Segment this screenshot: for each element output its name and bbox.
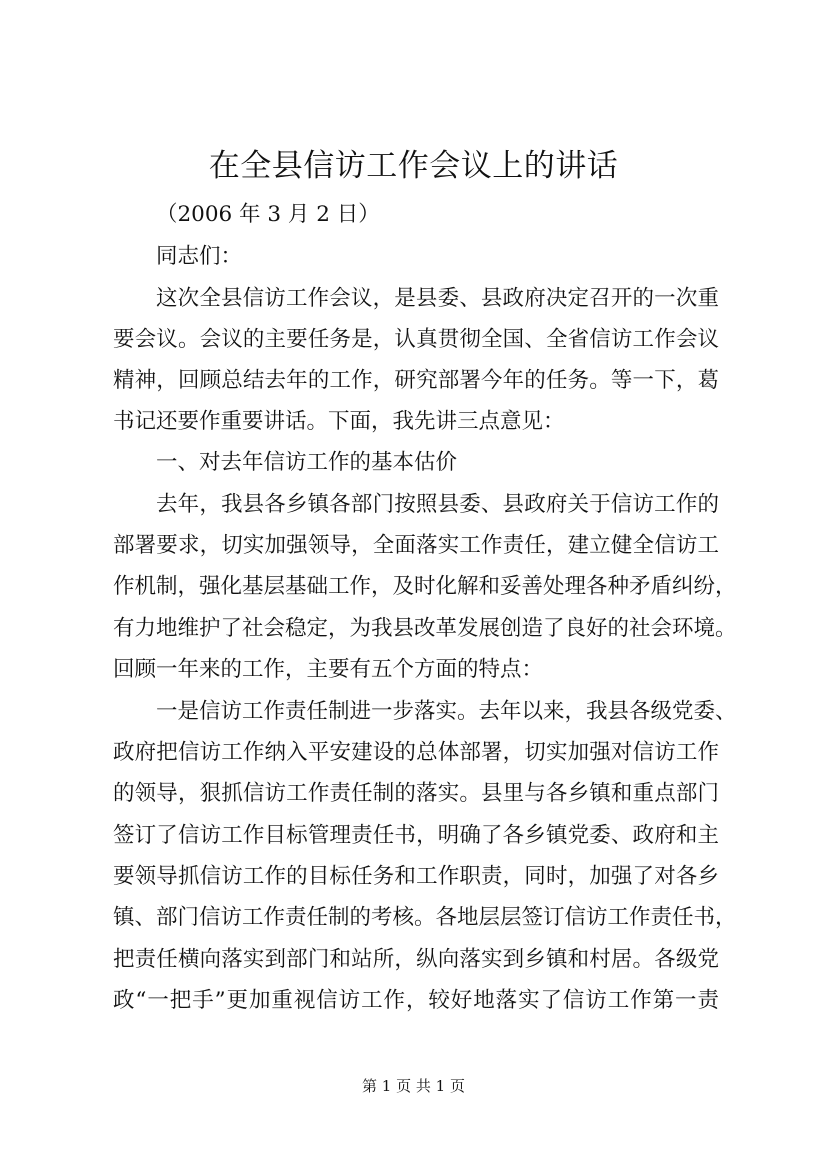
body-line: 镇、部门信访工作责任制的考核。各地层层签订信访工作责任书， bbox=[113, 905, 737, 930]
body-line: 政“一把手”更加重视信访工作，较好地落实了信访工作第一责 bbox=[113, 988, 719, 1013]
body-line: 把责任横向落实到部门和站所，纵向落实到乡镇和村居。各级党 bbox=[113, 947, 719, 972]
body-line: 书记还要作重要讲话。下面，我先讲三点意见： bbox=[113, 409, 565, 434]
body-line: 精神，回顾总结去年的工作，研究部署今年的任务。等一下，葛 bbox=[113, 368, 719, 393]
speech-date: （2006 年 3 月 2 日） bbox=[156, 202, 380, 227]
body-line: 政府把信访工作纳入平安建设的总体部署，切实加强对信访工作 bbox=[113, 740, 719, 765]
body-line: 签订了信访工作目标管理责任书，明确了各乡镇党委、政府和主 bbox=[113, 823, 719, 848]
section-heading: 一、对去年信访工作的基本估价 bbox=[156, 450, 458, 475]
body-line: 一是信访工作责任制进一步落实。去年以来，我县各级党委、 bbox=[156, 699, 737, 724]
body-line: 要领导抓信访工作的目标任务和工作职责，同时，加强了对各乡 bbox=[113, 864, 719, 889]
body-line: 回顾一年来的工作，主要有五个方面的特点： bbox=[113, 657, 544, 682]
body-line: 要会议。会议的主要任务是，认真贯彻全国、全省信访工作会议 bbox=[113, 327, 719, 352]
body-line: 部署要求，切实加强领导，全面落实工作责任，建立健全信访工 bbox=[113, 533, 719, 558]
page-number: 第 1 页 共 1 页 bbox=[362, 1077, 465, 1095]
body-line: 的领导，狠抓信访工作责任制的落实。县里与各乡镇和重点部门 bbox=[113, 781, 719, 806]
body-line: 这次全县信访工作会议，是县委、县政府决定召开的一次重 bbox=[156, 286, 719, 311]
document-title: 在全县信访工作会议上的讲话 bbox=[208, 148, 619, 184]
body-line: 作机制，强化基层基础工作，及时化解和妥善处理各种矛盾纠纷， bbox=[113, 574, 737, 599]
body-line: 有力地维护了社会稳定，为我县改革发展创造了良好的社会环境。 bbox=[113, 616, 737, 641]
body-line: 去年，我县各乡镇各部门按照县委、县政府关于信访工作的 bbox=[156, 492, 719, 517]
salutation: 同志们： bbox=[156, 244, 243, 269]
